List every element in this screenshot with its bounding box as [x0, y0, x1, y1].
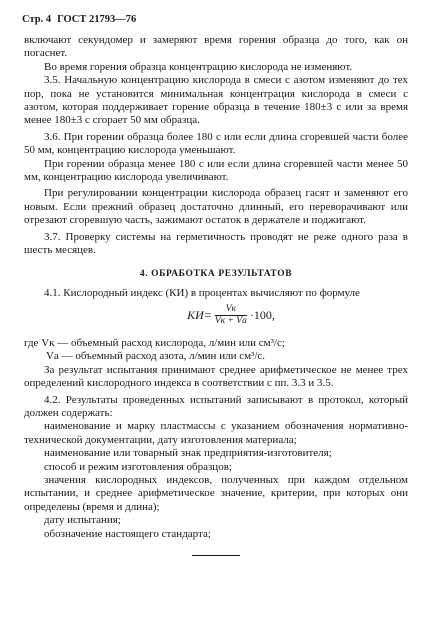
definition-item: Vа — объемный расход азота, л/мин или см³/с.: [46, 350, 266, 363]
paragraph: При регулировании концентрации кислорода образец гасят и заменяют его новым. Если прежний образец достаточно длинный, его переворачивают или отрезают сгоревшую часть, зажимают остаток в держателе и поджигают.: [24, 187, 408, 227]
page-number: Стр. 4: [22, 14, 52, 25]
paragraph: способ и режим изготовления образцов;: [44, 460, 232, 473]
paragraph: 3.5. Начальную концентрацию кислорода в смеси с азотом изменяют до тех пор, пока не установится минимальная концентрация кислорода в смеси с азотом, которая поддерживает горение образца в течение 180±3 с или за время менее 180±3 с сгорает 50 мм образца.: [24, 74, 408, 127]
definition-list: [24, 337, 408, 364]
formula-fraction: [215, 304, 247, 327]
paragraph: За результат испытания принимают среднее арифметическое не менее трех определений кислородного индекса в соответствии с пп. 3.3 и 3.5.: [24, 363, 408, 390]
page-header: [22, 14, 408, 34]
formula-numerator: Vк: [215, 304, 247, 316]
paragraph: наименование и марку пластмассы с указанием обозначения нормативно-технической документации, дату изготовления материала;: [24, 420, 408, 446]
paragraph: 3.6. При горении образца более 180 с или если длина сгоревшей части более 50 мм, концентрацию кислорода уменьшают.: [24, 130, 408, 157]
formula-lhs: КИ=: [187, 307, 212, 322]
paragraph: 3.7. Проверку системы на герметичность проводят не реже одного раза в шесть месяцев.: [24, 230, 408, 257]
document-page: [24, 14, 408, 556]
paragraph: наименование или товарный знак предприятия-изготовителя;: [44, 447, 332, 460]
paragraph: 4.2. Результаты проведенных испытаний записывают в протокол, который должен содержать:: [24, 393, 408, 419]
paragraph: 4.1. Кислородный индекс (КИ) в процентах вычисляют по формуле: [44, 286, 360, 299]
paragraph: дату испытания;: [44, 514, 121, 527]
paragraph: включают секундомер и замеряют время горения образца до того, как он погаснет.: [24, 34, 408, 60]
formula-rhs: ·100,: [249, 307, 275, 322]
section-title: 4. ОБРАБОТКА РЕЗУЛЬТАТОВ: [139, 268, 293, 279]
footer-rule: [192, 555, 240, 556]
paragraph: При горении образца менее 180 с или если длина сгоревшей части менее 50 мм, концентрацию кислорода увеличивают.: [24, 157, 408, 184]
paragraph: значения кислородных индексов, полученных при каждом отдельном испытании, и среднее арифметическое значение, критерии, при которых они определены (время и длина);: [24, 473, 408, 513]
definition-item: где Vк — объемный расход кислорода, л/мин или см³/с;: [24, 336, 285, 349]
standard-code: ГОСТ 21793—76: [57, 14, 137, 25]
formula: [54, 304, 408, 332]
formula-denominator: Vк + Vа: [214, 315, 247, 326]
paragraph: Во время горения образца концентрацию кислорода не изменяют.: [44, 60, 353, 73]
paragraph: обозначение настоящего стандарта;: [44, 527, 211, 540]
